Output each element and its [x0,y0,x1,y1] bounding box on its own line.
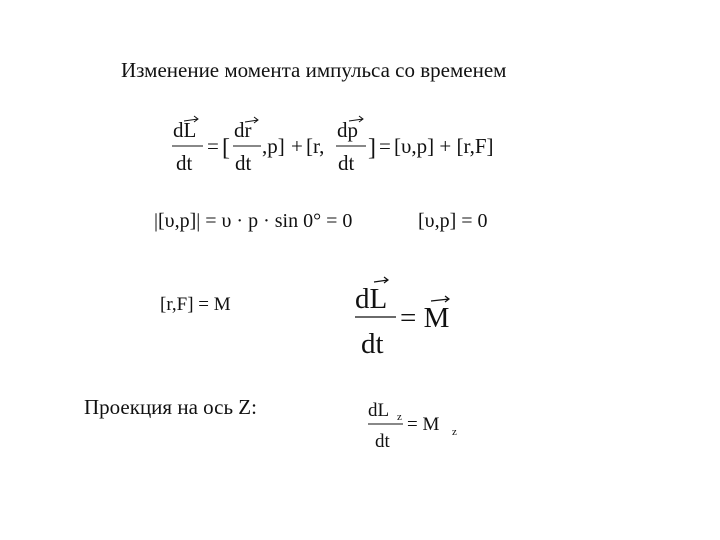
formula-moment-equation [352,276,472,360]
f1-term1-denominator: dt [235,151,252,175]
f1-term3-numerator: dp [337,118,358,142]
formula-cross-product-zero [418,205,528,239]
formula-z-projection [366,397,476,457]
f2-expression: |[υ,p]| = υ · p · sin 0° = 0 [154,210,353,232]
f1-lhs-numerator: dL [173,118,197,142]
f4-expression: [r,F] = M [160,294,231,315]
f1-rhs: [υ,p] + [r,F] [394,134,494,158]
bracket-open: [ [222,135,230,161]
f1-lhs-denominator: dt [176,151,193,175]
f5-denominator: dt [361,328,384,360]
f6-rhs: = M [407,414,440,435]
f3-expression: [υ,p] = 0 [418,210,488,232]
f5-numerator: dL [355,283,388,315]
f1-term2-head: [r, [306,134,325,158]
f1-term3-denominator: dt [338,151,355,175]
f6-numerator-subscript: z [397,411,402,423]
page-title: Изменение момента импульса со временем [121,58,507,82]
f6-numerator: dL [368,400,390,421]
formula-cross-product-magnitude [154,205,394,239]
formula-torque-definition [160,288,270,322]
f1-term1-numerator: dr [234,118,252,142]
f6-denominator: dt [375,431,390,452]
f1-plus: + [291,134,303,158]
formula-angular-momentum-derivative [170,115,530,180]
projection-label: Проекция на ось Z: [84,395,257,419]
f1-equals: = [207,134,219,158]
f1-term1-tail: ,p] [262,134,285,158]
f1-equals-2: = [379,134,391,158]
f5-rhs: = M [400,302,450,334]
f6-rhs-subscript: z [452,426,457,438]
bracket-close: ] [368,135,376,161]
